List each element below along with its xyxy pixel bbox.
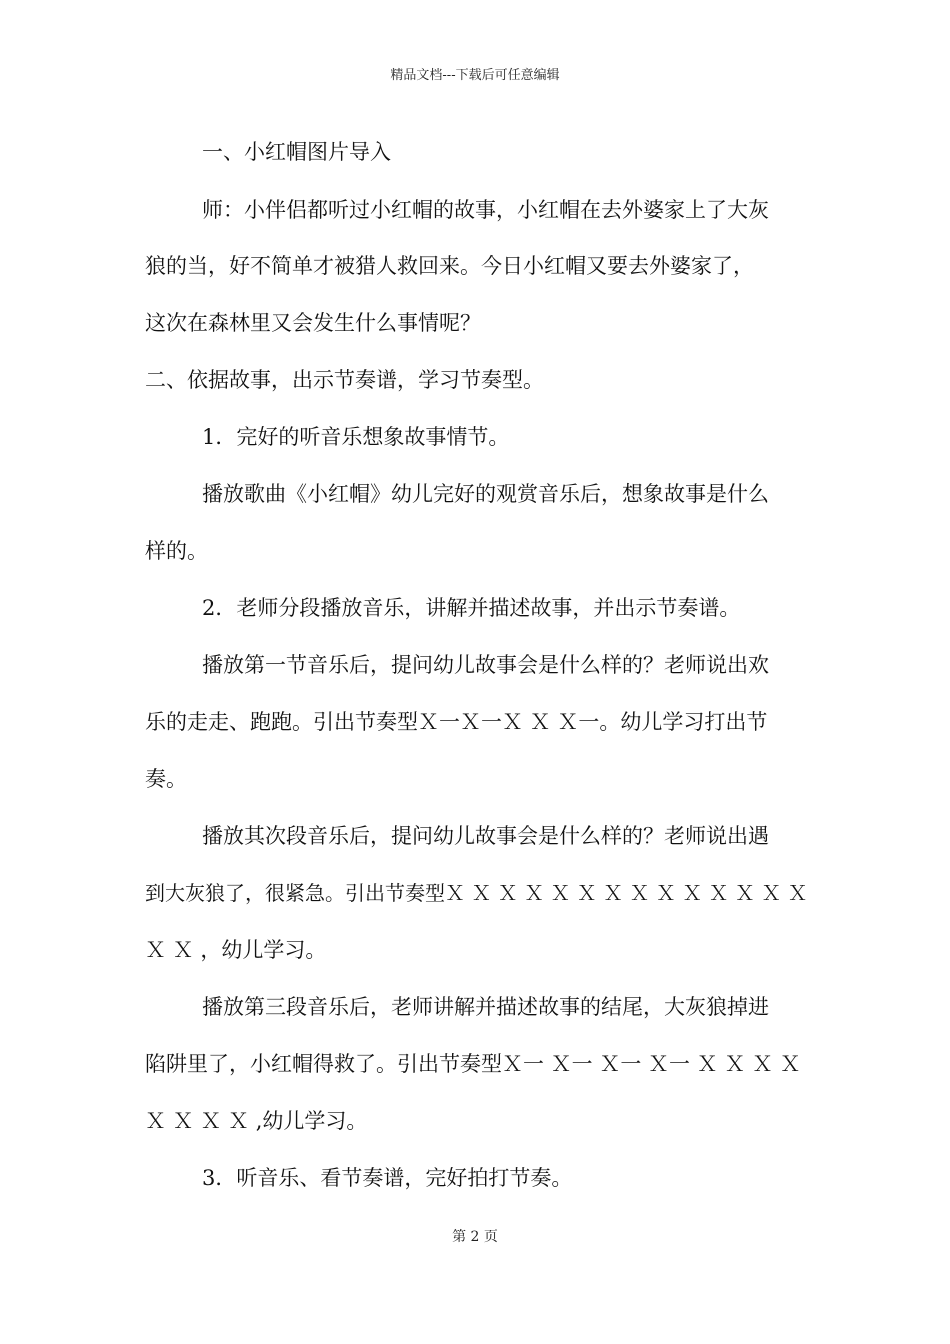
page-header: 精品文档---下载后可任意编辑 — [390, 68, 560, 83]
paragraph-line: Ｘ Ｘ ，幼儿学习。 — [145, 938, 327, 962]
paragraph-line: 播放歌曲《小红帽》幼儿完好的观赏音乐后，想象故事是什么 — [202, 482, 769, 506]
paragraph-line: 这次在森林里又会发生什么事情呢？ — [145, 311, 481, 335]
paragraph-line: 播放第三段音乐后，老师讲解并描述故事的结尾，大灰狼掉进 — [202, 995, 769, 1019]
paragraph-line: 播放第一节音乐后，提问幼儿故事会是什么样的？老师说出欢 — [202, 653, 769, 677]
paragraph-line: 样的。 — [145, 539, 208, 563]
section-heading: 一、小红帽图片导入 — [202, 140, 391, 164]
page-number: 第 2 页 — [452, 1229, 498, 1245]
numbered-item: 2．老师分段播放音乐，讲解并描述故事，并出示节奏谱。 — [202, 596, 741, 620]
numbered-item: 1．完好的听音乐想象故事情节。 — [202, 425, 510, 449]
paragraph-line: 狼的当，好不简单才被猎人救回来。今日小红帽又要去外婆家了， — [145, 254, 754, 278]
paragraph-line: 乐的走走、跑跑。引出节奏型Ｘ一Ｘ一Ｘ Ｘ Ｘ一。幼儿学习打出节 — [145, 710, 768, 734]
paragraph-line: 陷阱里了，小红帽得救了。引出节奏型Ｘ一 Ｘ一 Ｘ一 Ｘ一 Ｘ Ｘ Ｘ Ｘ — [145, 1052, 801, 1076]
section-heading: 二、依据故事，出示节奏谱，学习节奏型。 — [145, 368, 544, 392]
numbered-item: 3．听音乐、看节奏谱，完好拍打节奏。 — [202, 1166, 573, 1190]
paragraph-line: 奏。 — [145, 767, 187, 791]
paragraph-line: 播放其次段音乐后，提问幼儿故事会是什么样的？老师说出遇 — [202, 824, 769, 848]
paragraph-line: 师：小伴侣都听过小红帽的故事，小红帽在去外婆家上了大灰 — [202, 198, 769, 222]
paragraph-line: Ｘ Ｘ Ｘ Ｘ ,幼儿学习。 — [145, 1109, 368, 1133]
paragraph-line: 到大灰狼了，很紧急。引出节奏型Ｘ Ｘ Ｘ Ｘ Ｘ Ｘ Ｘ Ｘ Ｘ Ｘ Ｘ Ｘ Ｘ Ｘ — [145, 881, 808, 905]
